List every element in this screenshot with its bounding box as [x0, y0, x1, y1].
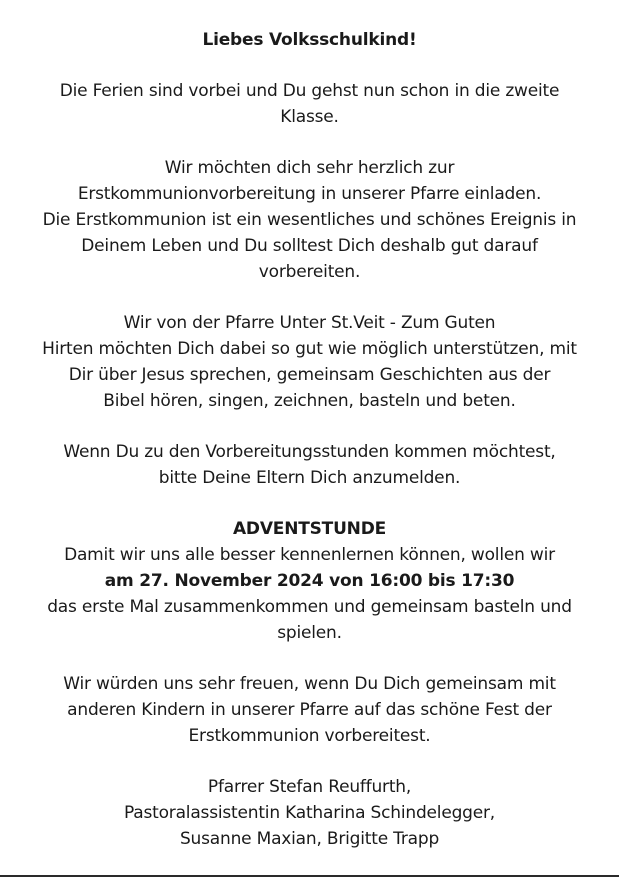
- signature-line-2: Pastoralassistentin Katharina Schindelegger,: [123, 803, 496, 823]
- closing-line-1: Wir würden uns sehr freuen, wenn Du Dich gemeinsam mit: [63, 674, 556, 694]
- invitation-line-4: Deinem Leben und Du solltest Dich deshalb gut darauf: [81, 236, 538, 256]
- support-line-3: Dir über Jesus sprechen, gemeinsam Geschichten aus der: [68, 365, 551, 385]
- advent-line-4: spielen.: [277, 623, 342, 643]
- invitation-line-1: Wir möchten dich sehr herzlich zur: [164, 158, 455, 178]
- advent-line-3: das erste Mal zusammenkommen und gemeinsam basteln und: [47, 597, 572, 617]
- intro-line-1: Die Ferien sind vorbei und Du gehst nun schon in die zweite: [59, 81, 560, 101]
- closing-line-3: Erstkommunion vorbereitest.: [188, 726, 431, 746]
- invitation-line-2: Erstkommunionvorbereitung in unserer Pfarre einladen.: [77, 184, 542, 204]
- invitation-line-3: Die Erstkommunion ist ein wesentliches und schönes Ereignis in: [42, 210, 577, 230]
- signature-line-1: Pfarrer Stefan Reuffurth,: [207, 777, 412, 797]
- registration-line-1: Wenn Du zu den Vorbereitungsstunden kommen möchtest,: [63, 442, 556, 462]
- advent-line-1: Damit wir uns alle besser kennenlernen können, wollen wir: [64, 545, 555, 565]
- advent-date-line: am 27. November 2024 von 16:00 bis 17:30: [104, 571, 515, 591]
- intro-line-2: Klasse.: [280, 107, 339, 127]
- support-line-4: Bibel hören, singen, zeichnen, basteln und beten.: [103, 391, 516, 411]
- registration-line-2: bitte Deine Eltern Dich anzumelden.: [158, 468, 461, 488]
- support-line-1: Wir von der Pfarre Unter St.Veit - Zum Guten: [123, 313, 496, 333]
- closing-line-2: anderen Kindern in unserer Pfarre auf das schöne Fest der: [67, 700, 552, 720]
- signature-line-3: Susanne Maxian, Brigitte Trapp: [179, 829, 440, 849]
- invitation-line-5: vorbereiten.: [258, 262, 361, 282]
- advent-heading: ADVENTSTUNDE: [232, 519, 387, 539]
- support-line-2: Hirten möchten Dich dabei so gut wie möglich unterstützen, mit: [42, 339, 577, 359]
- greeting: Liebes Volksschulkind!: [202, 30, 417, 50]
